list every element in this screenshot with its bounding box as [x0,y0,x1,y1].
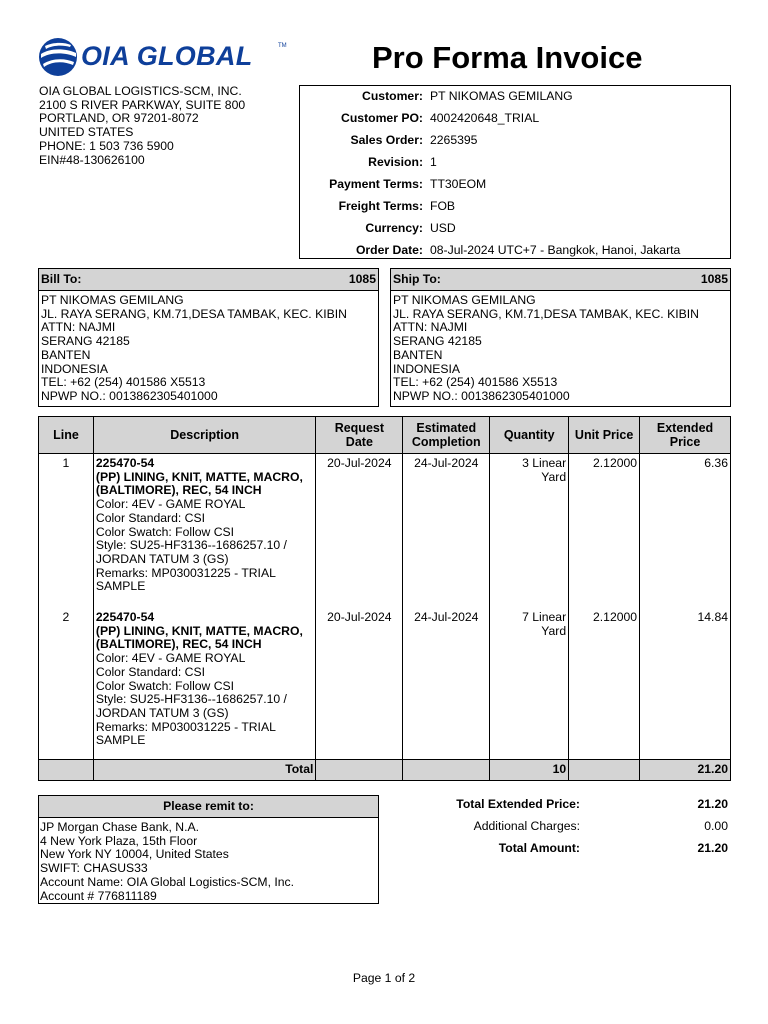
order-row-freight-terms [300,196,730,218]
item-number: 225470-54 [95,610,155,625]
summary-label: Total Extended Price: [456,797,580,811]
table-row [39,454,731,597]
cell-est-completion: 24-Jul-2024 [403,596,490,760]
item-detail: Color Swatch: Follow CSI [95,678,235,693]
header-line [39,417,94,454]
item-detail: Color: 4EV - GAME ROYAL [95,651,246,666]
globe-icon [38,37,78,77]
company-address [39,85,245,167]
header-line-text: Line [53,428,79,442]
header-extended-price-text: Extended [656,421,714,435]
bill-to-address [39,291,378,404]
header-estimated-completion [403,417,490,454]
item-number: 225470-54 [95,456,155,470]
remit-line: Account # 776811189 [40,888,157,903]
cell-unit-price: 2.12000 [569,596,640,760]
header-request-date-text: Request [334,421,385,435]
order-row-sales-order [300,130,730,152]
cell-description [93,596,316,760]
table-total-row [39,760,731,781]
address-line: PT NIKOMAS GEMILANG [41,293,184,307]
order-row-customer [300,86,730,108]
order-label: Freight Terms: [338,199,423,213]
header-description-text: Description [170,428,240,442]
address-line: ATTN: NAJMI [41,320,116,335]
item-detail: Color Standard: CSI [95,510,205,525]
header-extended-price [640,417,731,454]
table-row [39,596,731,760]
remit-line: Account Name: OIA Global Logistics-SCM, Inc. [40,874,295,889]
order-row-revision [300,152,730,174]
total-quantity: 10 [490,760,569,781]
header-extended-price-text: Price [669,435,701,449]
page-number: Page 1 of 2 [352,971,416,985]
address-line: INDONESIA [41,361,109,376]
item-detail: Style: SU25-HF3136--1686257.10 / JORDAN TATUM 3 (GS) [95,538,287,566]
company-address-line: 2100 S RIVER PARKWAY, SUITE 800 [39,97,246,112]
summary-total-extended [400,797,731,815]
address-line: NPWP NO.: 0013862305401000 [41,388,218,403]
total-cell-empty [39,760,94,781]
address-line: SERANG 42185 [41,334,130,349]
cell-request-date: 20-Jul-2024 [316,596,403,760]
item-detail: Color: 4EV - GAME ROYAL [95,497,246,512]
cell-request-date: 20-Jul-2024 [316,454,403,597]
header-description [93,417,316,454]
ship-to-address [391,291,730,404]
cell-extended-price: 6.36 [640,454,731,597]
remit-line: New York NY 10004, United States [40,847,229,862]
address-line: BANTEN [41,347,91,362]
order-info-box [299,85,731,259]
total-cell-empty [403,760,490,781]
total-cell-empty [316,760,403,781]
cell-est-completion: 24-Jul-2024 [403,454,490,597]
item-detail: Remarks: MP030031225 - TRIAL SAMPLE [95,565,276,594]
summary-value: 0.00 [704,819,728,833]
remit-line: JP Morgan Chase Bank, N.A. [40,820,199,834]
company-ein: EIN#48-130626100 [39,152,145,167]
order-label: Payment Terms: [329,177,423,191]
summary-label: Total Amount: [498,841,580,855]
address-line: ATTN: NAJMI [393,320,468,335]
company-logo [38,37,288,79]
order-value: 1 [430,155,437,169]
ship-to-number: 1085 [700,272,728,286]
address-line: TEL: +62 (254) 401586 X5513 [393,375,558,390]
cell-line: 2 [39,596,94,760]
order-label: Currency: [365,221,423,235]
ship-to-box [390,268,731,407]
cell-extended-price: 14.84 [640,596,731,760]
document-title: Pro Forma Invoice [372,40,643,75]
total-extended-price: 21.20 [640,760,731,781]
order-value: PT NIKOMAS GEMILANG [430,89,573,103]
header-quantity-text: Quantity [503,428,555,442]
order-value: FOB [430,199,456,213]
header-quantity [490,417,569,454]
cell-quantity: 7 Linear Yard [490,596,569,760]
address-line: SERANG 42185 [393,334,482,349]
remit-line: 4 New York Plaza, 15th Floor [40,833,198,848]
cell-description [93,454,316,597]
address-line: NPWP NO.: 0013862305401000 [393,388,570,403]
summary-value: 21.20 [697,841,728,855]
order-value: 08-Jul-2024 UTC+7 - Bangkok, Hanoi, Jakarta [430,243,681,257]
order-label: Revision: [368,155,423,169]
remit-box [38,795,379,904]
company-phone: PHONE: 1 503 736 5900 [39,138,174,153]
item-detail: Remarks: MP030031225 - TRIAL SAMPLE [95,719,276,748]
cell-line: 1 [39,454,94,597]
order-row-payment-terms [300,174,730,196]
summary-additional-charges [400,819,731,837]
total-label: Total [93,760,316,781]
cell-quantity: 3 Linear Yard [490,454,569,597]
remit-details [39,818,378,903]
address-line: PT NIKOMAS GEMILANG [393,293,536,307]
total-cell-empty [569,760,640,781]
order-row-currency [300,218,730,240]
item-detail: Color Standard: CSI [95,664,205,679]
remit-line: SWIFT: CHASUS33 [40,861,148,876]
bill-to-number: 1085 [348,272,376,286]
order-row-customer-po [300,108,730,130]
item-title: (PP) LINING, KNIT, MATTE, MACRO, (BALTIMORE), REC, 54 INCH [95,623,303,652]
summary-label: Additional Charges: [473,819,580,833]
summary-value: 21.20 [697,797,728,811]
ship-to-label: Ship To: [393,272,441,286]
address-line: JL. RAYA SERANG, KM.71,DESA TAMBAK, KEC. KIBIN [393,306,699,321]
header-request-date-text: Date [345,435,373,449]
ship-to-header [391,269,730,291]
address-line: BANTEN [393,347,443,362]
order-value: TT30EOM [430,177,487,191]
remit-title: Please remit to: [39,796,378,818]
bill-to-header [39,269,378,291]
address-line: INDONESIA [393,361,461,376]
company-address-line: PORTLAND, OR 97201-8072 [39,111,199,126]
company-address-line: OIA GLOBAL LOGISTICS-SCM, INC. [39,84,242,98]
bill-to-label: Bill To: [41,272,82,286]
table-header-row [39,417,731,454]
bill-to-box [38,268,379,407]
item-detail: Color Swatch: Follow CSI [95,524,235,539]
order-value: 2265395 [430,133,478,147]
order-value: USD [430,221,456,235]
logo-trademark: TM [278,43,287,49]
cell-unit-price: 2.12000 [569,454,640,597]
company-address-line: UNITED STATES [39,125,134,140]
order-label: Customer: [362,89,423,103]
header-unit-price-text: Unit Price [574,428,634,442]
order-row-order-date [300,240,730,262]
address-line: TEL: +62 (254) 401586 X5513 [41,375,206,390]
header-unit-price [569,417,640,454]
item-detail: Style: SU25-HF3136--1686257.10 / JORDAN TATUM 3 (GS) [95,692,287,720]
address-line: JL. RAYA SERANG, KM.71,DESA TAMBAK, KEC. KIBIN [41,306,347,321]
logo-wordmark: OIA GLOBAL [81,41,253,71]
header-est-completion-text: Estimated [416,421,477,435]
header-request-date [316,417,403,454]
line-items-table [38,416,731,781]
order-label: Customer PO: [341,111,423,125]
order-label: Sales Order: [350,133,423,147]
order-label: Order Date: [355,243,423,257]
header-est-completion-text: Completion [411,435,481,449]
summary-total-amount [400,841,731,859]
order-value: 4002420648_TRIAL [430,111,540,125]
item-title: (PP) LINING, KNIT, MATTE, MACRO, (BALTIMORE), REC, 54 INCH [95,469,303,498]
